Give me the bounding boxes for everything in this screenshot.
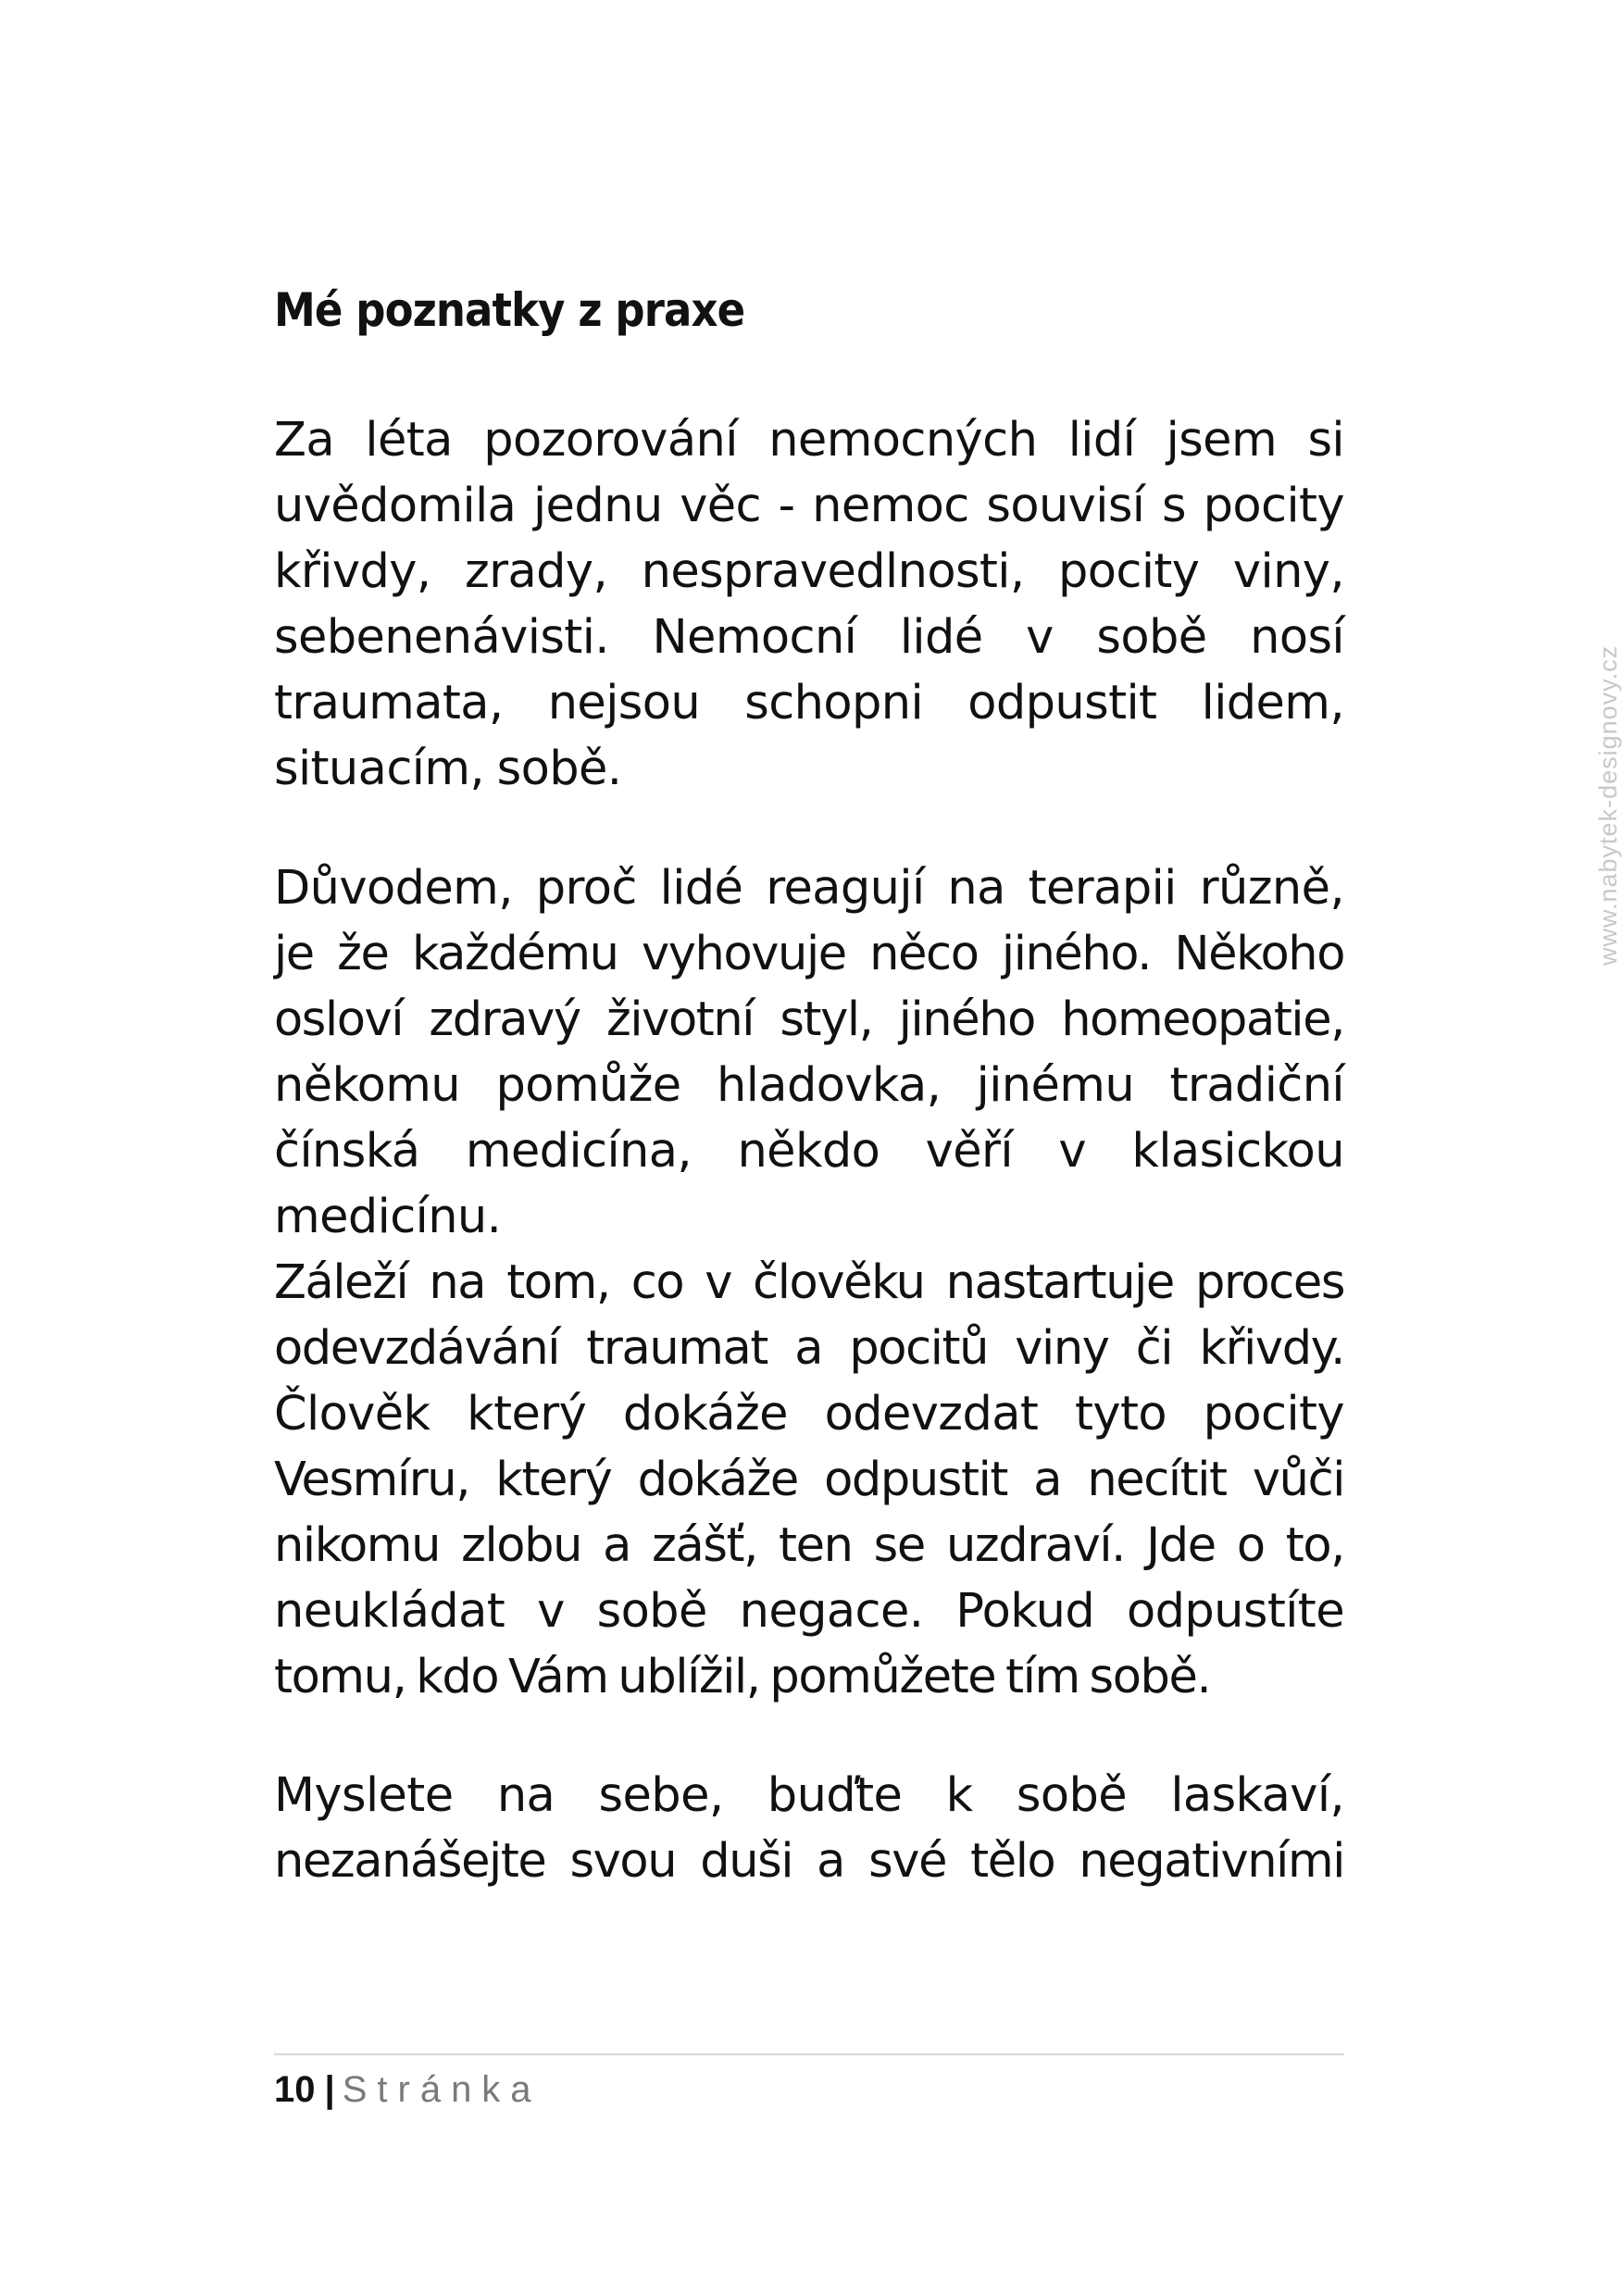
paragraph-1 [274,407,1344,802]
page-label: Stránka [342,2069,542,2110]
text-line: Člověk který dokáže odevzdat tyto pocity [274,1387,1344,1441]
text-line: křivdy, zrady, nespravedlnosti, pocity viny, [274,544,1344,599]
paragraph-2 [274,855,1344,1710]
paragraph-3 [274,1763,1344,1894]
text-line: čínská medicína, někdo věří v klasickou [274,1124,1344,1179]
text-line: Důvodem, proč lidé reagují na terapii různě, [274,861,1344,916]
text-line: odevzdávání traumat a pocitů viny či křivdy. [274,1321,1344,1376]
footer-divider [274,2053,1344,2055]
text-line: nikomu zlobu a zášť, ten se uzdraví. Jde o to, [274,1518,1344,1573]
text-line: nezanášejte svou duši a své tělo negativními [274,1834,1344,1889]
text-line: Za léta pozorování nemocných lidí jsem si [274,413,1344,468]
text-line: tomu, kdo Vám ublížil, pomůžete tím sobě. [274,1650,1211,1704]
text-line: někomu pomůže hladovka, jinému tradiční [274,1058,1344,1113]
text-line: Záleží na tom, co v člověku nastartuje proces [274,1255,1344,1310]
text-line: Vesmíru, který dokáže odpustit a necítit vůči [274,1453,1344,1507]
text-line: traumata, nejsou schopni odpustit lidem, [274,676,1344,730]
page-number: 10 [274,2069,316,2110]
page-footer [274,2064,542,2115]
text-line: je že každému vyhovuje něco jiného. Někoho [274,927,1344,981]
watermark-text: www.nabytek-designovy.cz [1594,644,1622,966]
footer-separator: | [324,2069,335,2110]
text-line: uvědomila jednu věc - nemoc souvisí s pocity [274,479,1344,533]
text-line: neukládat v sobě negace. Pokud odpustíte [274,1584,1344,1639]
text-line: osloví zdravý životní styl, jiného homeopatie, [274,992,1344,1047]
text-line: Myslete na sebe, buďte k sobě laskaví, [274,1768,1344,1823]
text-line: sebenenávisti. Nemocní lidé v sobě nosí [274,610,1344,665]
text-line: medicínu. [274,1190,502,1244]
text-line: situacím, sobě. [274,742,622,796]
page-heading: Mé poznatky z praxe [274,283,745,337]
